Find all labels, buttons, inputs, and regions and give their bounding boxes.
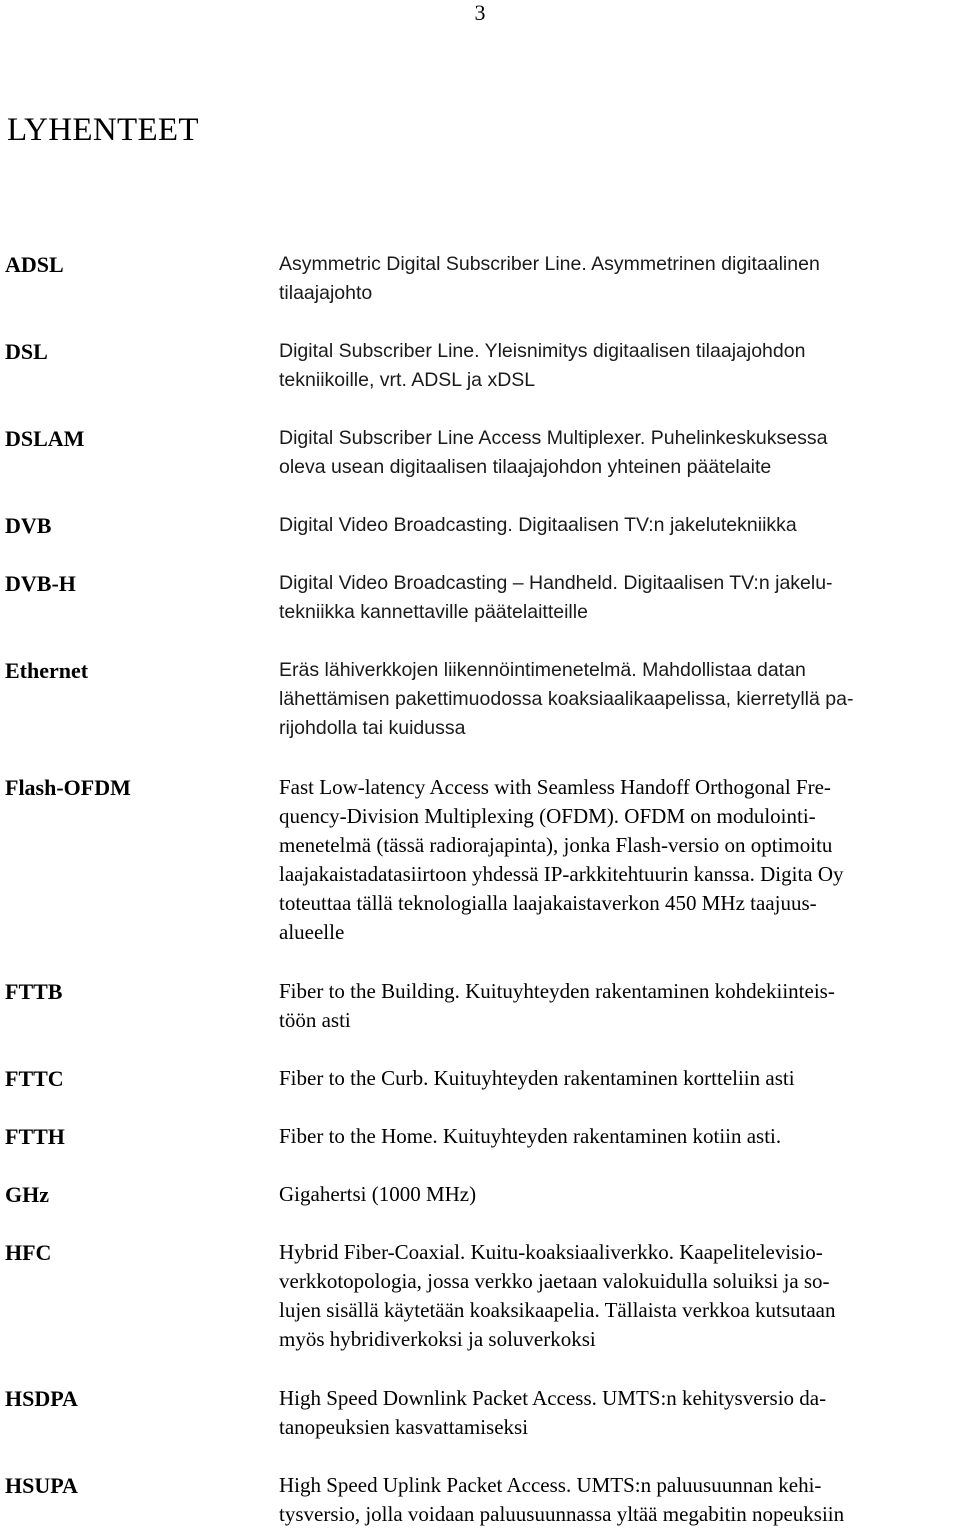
definition-hsupa xyxy=(279,1471,960,1529)
term-hsdpa: HSDPA xyxy=(5,1386,78,1411)
definition-line: High Speed Uplink Packet Access. UMTS:n paluusuunnan kehi- xyxy=(279,1473,822,1497)
term-dslam: DSLAM xyxy=(5,426,85,451)
term-ftth: FTTH xyxy=(5,1124,65,1149)
definition-dslam xyxy=(279,424,960,482)
definition-line: tekniikka kannettaville päätelaitteille xyxy=(279,601,588,623)
definition-line: Asymmetric Digital Subscriber Line. Asymmetrinen digitaalinen xyxy=(279,253,820,275)
term-ethernet: Ethernet xyxy=(5,658,89,683)
definition-line: alueelle xyxy=(279,920,345,944)
definition-hsdpa xyxy=(279,1384,960,1442)
term-fttc: FTTC xyxy=(5,1066,64,1091)
term-dvb-h: DVB-H xyxy=(5,571,76,596)
definition-line: toteuttaa tällä teknologialla laajakaistaverkon 450 MHz taajuus- xyxy=(279,891,817,915)
definition-ethernet xyxy=(279,656,960,743)
definition-line: Fiber to the Building. Kuituyhteyden rakentaminen kohdekiinteis- xyxy=(279,979,835,1003)
definition-line: Hybrid Fiber-Coaxial. Kuitu-koaksiaaliverkko. Kaapelitelevisio- xyxy=(279,1240,823,1264)
definition-line: menetelmä (tässä radiorajapinta), jonka Flash-versio on optimoitu xyxy=(279,833,833,857)
definition-dvb-h xyxy=(279,569,960,627)
definition-line: verkkotopologia, jossa verkko jaetaan valokuidulla soluiksi ja so- xyxy=(279,1269,830,1293)
definition-line: Gigahertsi (1000 MHz) xyxy=(279,1182,477,1206)
term-fttb: FTTB xyxy=(5,979,63,1004)
definition-fttc xyxy=(279,1064,960,1093)
definition-line: oleva usean digitaalisen tilaajajohdon yhteinen päätelaite xyxy=(279,456,772,478)
definition-line: Fiber to the Home. Kuituyhteyden rakentaminen kotiin asti. xyxy=(279,1124,782,1148)
definition-line: Fast Low-latency Access with Seamless Handoff Orthogonal Fre- xyxy=(279,775,831,799)
definition-dsl xyxy=(279,337,960,395)
definition-line: quency-Division Multiplexing (OFDM). OFDM on modulointi- xyxy=(279,804,816,828)
page-heading: LYHENTEET xyxy=(7,112,199,148)
term-flash-ofdm: Flash-OFDM xyxy=(5,775,131,800)
definition-adsl xyxy=(279,250,960,308)
definition-line: laajakaistadatasiirtoon yhdessä IP-arkkitehtuurin kanssa. Digita Oy xyxy=(279,862,844,886)
definition-fttb xyxy=(279,977,960,1035)
term-dvb: DVB xyxy=(5,513,52,538)
definition-line: töön asti xyxy=(279,1008,351,1032)
definition-line: lujen sisällä käytetään koaksikaapelia. Tällaista verkkoa kutsutaan xyxy=(279,1298,836,1322)
definition-flash-ofdm xyxy=(279,773,960,947)
definition-hfc xyxy=(279,1238,960,1354)
definition-line: Digital Subscriber Line Access Multiplexer. Puhelinkeskuksessa xyxy=(279,427,828,449)
definition-line: Eräs lähiverkkojen liikennöintimenetelmä. Mahdollistaa datan xyxy=(279,659,806,681)
definition-line: tysversio, jolla voidaan paluusuunnassa yltää megabitin nopeuksiin xyxy=(279,1502,845,1526)
definition-ftth xyxy=(279,1122,960,1151)
term-adsl: ADSL xyxy=(5,252,64,277)
definition-line: High Speed Downlink Packet Access. UMTS:n kehitysversio da- xyxy=(279,1386,827,1410)
term-hsupa: HSUPA xyxy=(5,1473,78,1498)
term-hfc: HFC xyxy=(5,1240,52,1265)
definition-line: tanopeuksien kasvattamiseksi xyxy=(279,1415,529,1439)
term-ghz: GHz xyxy=(5,1182,49,1207)
definition-line: Digital Video Broadcasting – Handheld. Digitaalisen TV:n jakelu- xyxy=(279,572,833,594)
definition-line: rijohdolla tai kuidussa xyxy=(279,717,466,739)
definition-line: Fiber to the Curb. Kuituyhteyden rakentaminen kortteliin asti xyxy=(279,1066,795,1090)
definition-dvb xyxy=(279,511,960,540)
definition-line: myös hybridiverkoksi ja soluverkoksi xyxy=(279,1327,596,1351)
definition-line: Digital Subscriber Line. Yleisnimitys digitaalisen tilaajajohdon xyxy=(279,340,806,362)
definition-line: Digital Video Broadcasting. Digitaalisen TV:n jakelutekniikka xyxy=(279,514,797,536)
definition-line: tilaajajohto xyxy=(279,282,373,304)
term-dsl: DSL xyxy=(5,339,48,364)
definition-line: lähettämisen pakettimuodossa koaksiaalikaapelissa, kierretyllä pa- xyxy=(279,688,854,710)
definition-ghz xyxy=(279,1180,960,1209)
page-number: 3 xyxy=(474,0,486,25)
definition-line: tekniikoille, vrt. ADSL ja xDSL xyxy=(279,369,536,391)
